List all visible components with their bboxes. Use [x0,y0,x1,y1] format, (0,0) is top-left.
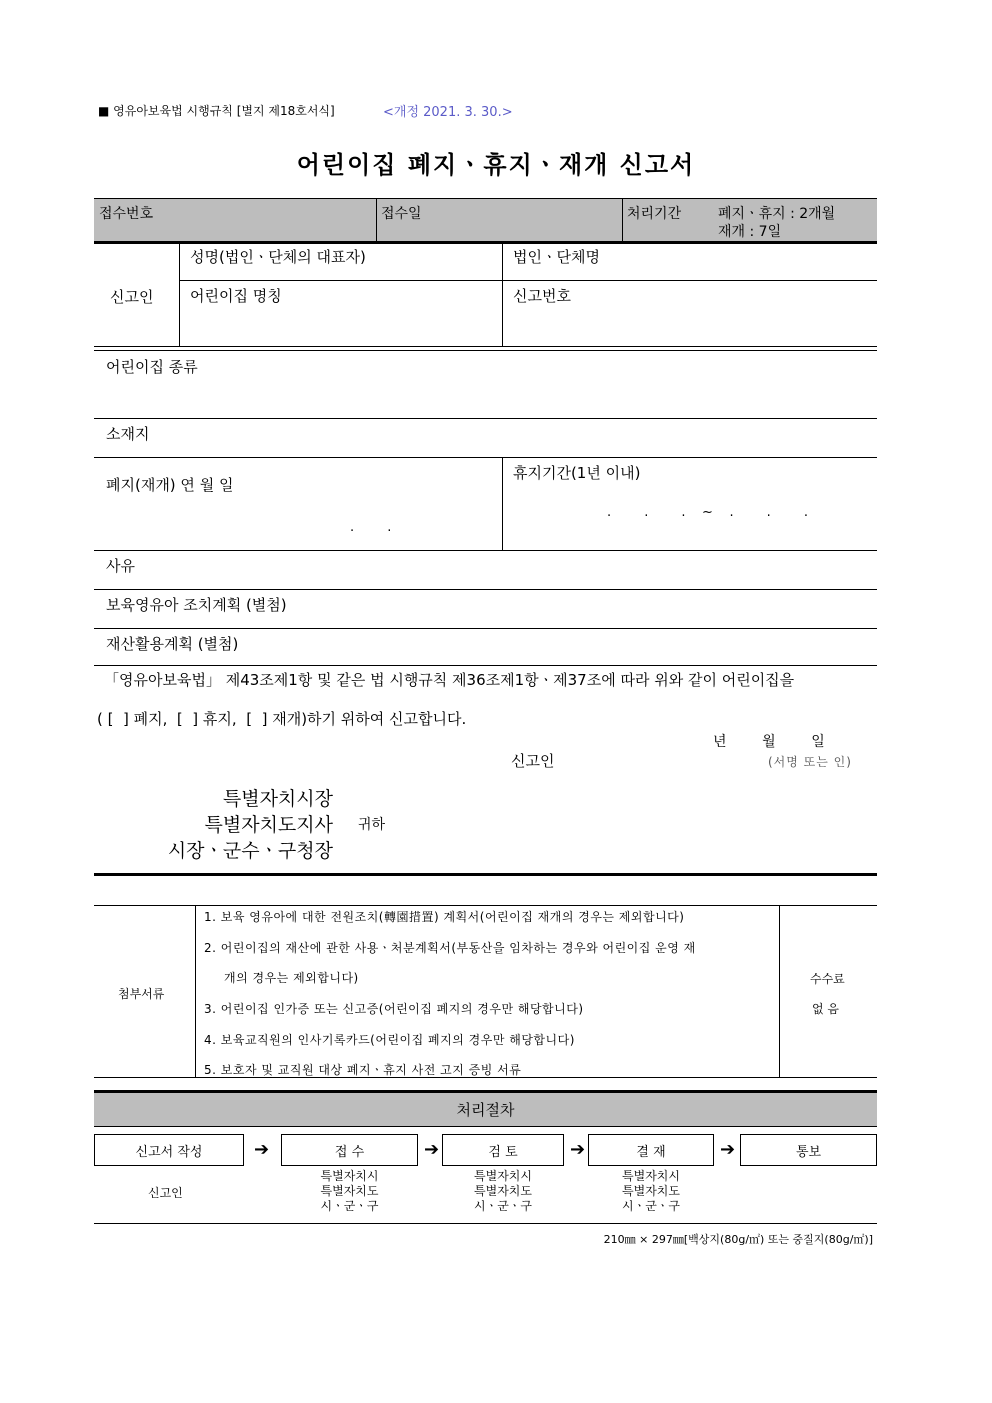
attachment-item-3: 3. 어린이집 인가증 또는 신고증(어린이집 폐지의 경우만 해당합니다) [204,1002,584,1016]
statement-line-1: 「영유아보육법」 제43조제1항 및 같은 법 시행규칙 제36조제1항ㆍ제37조에 따라 위와 같이 어린이집을 [104,671,795,689]
attachments-label: 첨부서류 [118,987,165,1001]
attachment-item-1: 1. 보육 영유아에 대한 전원조치(轉園措置) 계획서(어린이집 재개의 경우는 제외합니다) [204,910,685,924]
step-receive: 접 수 [281,1134,418,1166]
addressee-line-3: 시장ㆍ군수ㆍ구청장 [167,840,333,862]
statement-reporter: 신고인 [511,752,555,770]
arrow-icon: ➔ [720,1139,736,1160]
report-number-field[interactable]: 신고번호 [513,287,571,305]
corporation-name-field[interactable]: 법인ㆍ단체명 [513,248,600,266]
representative-name-field[interactable]: 성명(법인ㆍ단체의 대표자) [190,248,366,266]
reason-field[interactable]: 사유 [106,557,135,575]
step-review: 검 토 [442,1134,564,1166]
arrow-icon: ➔ [254,1139,270,1160]
addressee-line-1: 특별자치시장 [222,788,333,810]
suspend-period-dots: . . . ~ . . . [607,505,808,520]
addressee-honorific: 귀하 [358,817,386,833]
attachment-item-2-cont: 개의 경우는 제외합니다) [224,971,359,985]
step-approve: 결 재 [588,1134,714,1166]
actor-reporter: 신고인 [148,1186,183,1200]
step-notify: 통보 [740,1134,877,1166]
receipt-date-label: 접수일 [381,206,422,222]
statement-line-2: ( [ ] 폐지, [ ] 휴지, [ ] 재개)하기 위하여 신고합니다. [97,710,467,728]
child-plan-field[interactable]: 보육영유아 조치계획 (별첨) [106,596,287,614]
paper-spec-footer: 210㎜ × 297㎜[백상지(80g/㎡) 또는 중질지(80g/㎡)] [603,1233,873,1246]
law-reference: ■ 영유아보육법 시행규칙 [별지 제18호서식] [98,104,335,118]
fee-label: 수수료 [810,972,845,986]
attachment-item-5: 5. 보호자 및 교직원 대상 폐지ㆍ휴지 사전 고지 증빙 서류 [204,1063,522,1077]
signature-field[interactable]: (서명 또는 인) [768,755,852,769]
arrow-icon: ➔ [570,1139,586,1160]
close-date-dots: . . [350,520,392,535]
processing-period-resume: 재개 : 7일 [718,224,782,240]
actor-review: 특별자치시 특별자치도 시ㆍ군ㆍ구 [474,1169,532,1213]
addressee-line-2: 특별자치도지사 [204,814,333,836]
attachment-item-4: 4. 보육교직원의 인사기록카드(어린이집 폐지의 경우만 해당합니다) [204,1033,575,1047]
close-date-field[interactable]: 폐지(재개) 연 월 일 [106,476,234,494]
processing-period-close: 폐지ㆍ휴지 : 2개월 [718,206,836,222]
attachment-item-2: 2. 어린이집의 재산에 관한 사용ㆍ처분계획서(부동산을 임차하는 경우와 어린이집 운영 재 [204,941,696,955]
actor-receive: 특별자치시 특별자치도 시ㆍ군ㆍ구 [320,1169,379,1213]
procedure-title: 처리절차 [456,1101,515,1119]
center-name-field[interactable]: 어린이집 명칭 [190,287,282,305]
fee-value: 없 음 [812,1002,839,1016]
center-type-field[interactable]: 어린이집 종류 [106,358,198,376]
receipt-number-label: 접수번호 [99,206,154,222]
actor-approve: 특별자치시 특별자치도 시ㆍ군ㆍ구 [622,1169,680,1213]
processing-period-label: 처리기간 [627,206,682,222]
document-title: 어린이집 폐지ㆍ휴지ㆍ재개 신고서 [296,151,696,179]
location-field[interactable]: 소재지 [106,425,150,443]
step-write: 신고서 작성 [94,1134,244,1166]
revision-note: <개정 2021. 3. 30.> [383,105,513,120]
asset-plan-field[interactable]: 재산활용계획 (별첨) [106,635,239,653]
statement-date: 년 월 일 [713,734,825,750]
suspend-period-field[interactable]: 휴지기간(1년 이내) [513,464,641,482]
reporter-section-label: 신고인 [110,288,154,306]
arrow-icon: ➔ [424,1139,440,1160]
